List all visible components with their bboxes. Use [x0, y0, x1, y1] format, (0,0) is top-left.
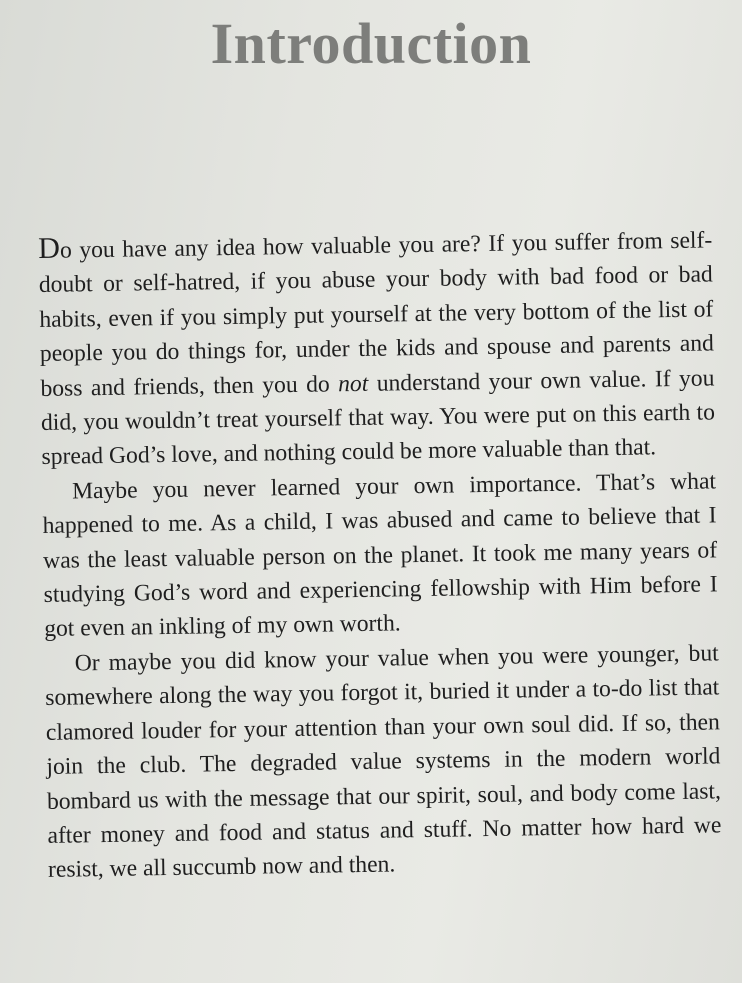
body-text — [38, 221, 722, 887]
paragraph-3: Or maybe you did know your value when you were younger, but somewhere along the way you forgot it, buried it under a to-do list that clamored louder for your attention than your own soul did. If so, then join the club. The degraded value systems in the modern world bombard us with the message that our spirit, soul, and body come last, after money and food and status and stuff. No matter how hard we resist, we all succumb now and then. — [45, 640, 722, 884]
paragraph-1-text: o you have any idea how valuable you are? If you suffer from self-doubt or self-hatred, if you abuse your body with bad food or bad habits, even if you simply put yourself at the very bottom of the list of people you do things for, under the kids and spouse and parents and boss and friends, then you do — [38, 227, 715, 402]
paragraph-2: Maybe you never learned your own importance. That’s what happened to me. As a child, I was abused and came to believe that I was the least valuable person on the planet. It took me many years of studying God’s word and experiencing fellowship with Him before I got even an inkling of my own worth. — [42, 468, 718, 643]
drop-cap-letter: D — [38, 231, 61, 265]
chapter-title: Introduction — [210, 11, 532, 76]
paragraph-1 — [38, 221, 716, 474]
emphasis-not: not — [337, 370, 369, 397]
paragraph-1-text-end: understand your own value. If you did, you wouldn’t treat yourself that way. You were put on this earth to spread God’s love, and nothing could be more valuable than that. — [40, 365, 716, 471]
